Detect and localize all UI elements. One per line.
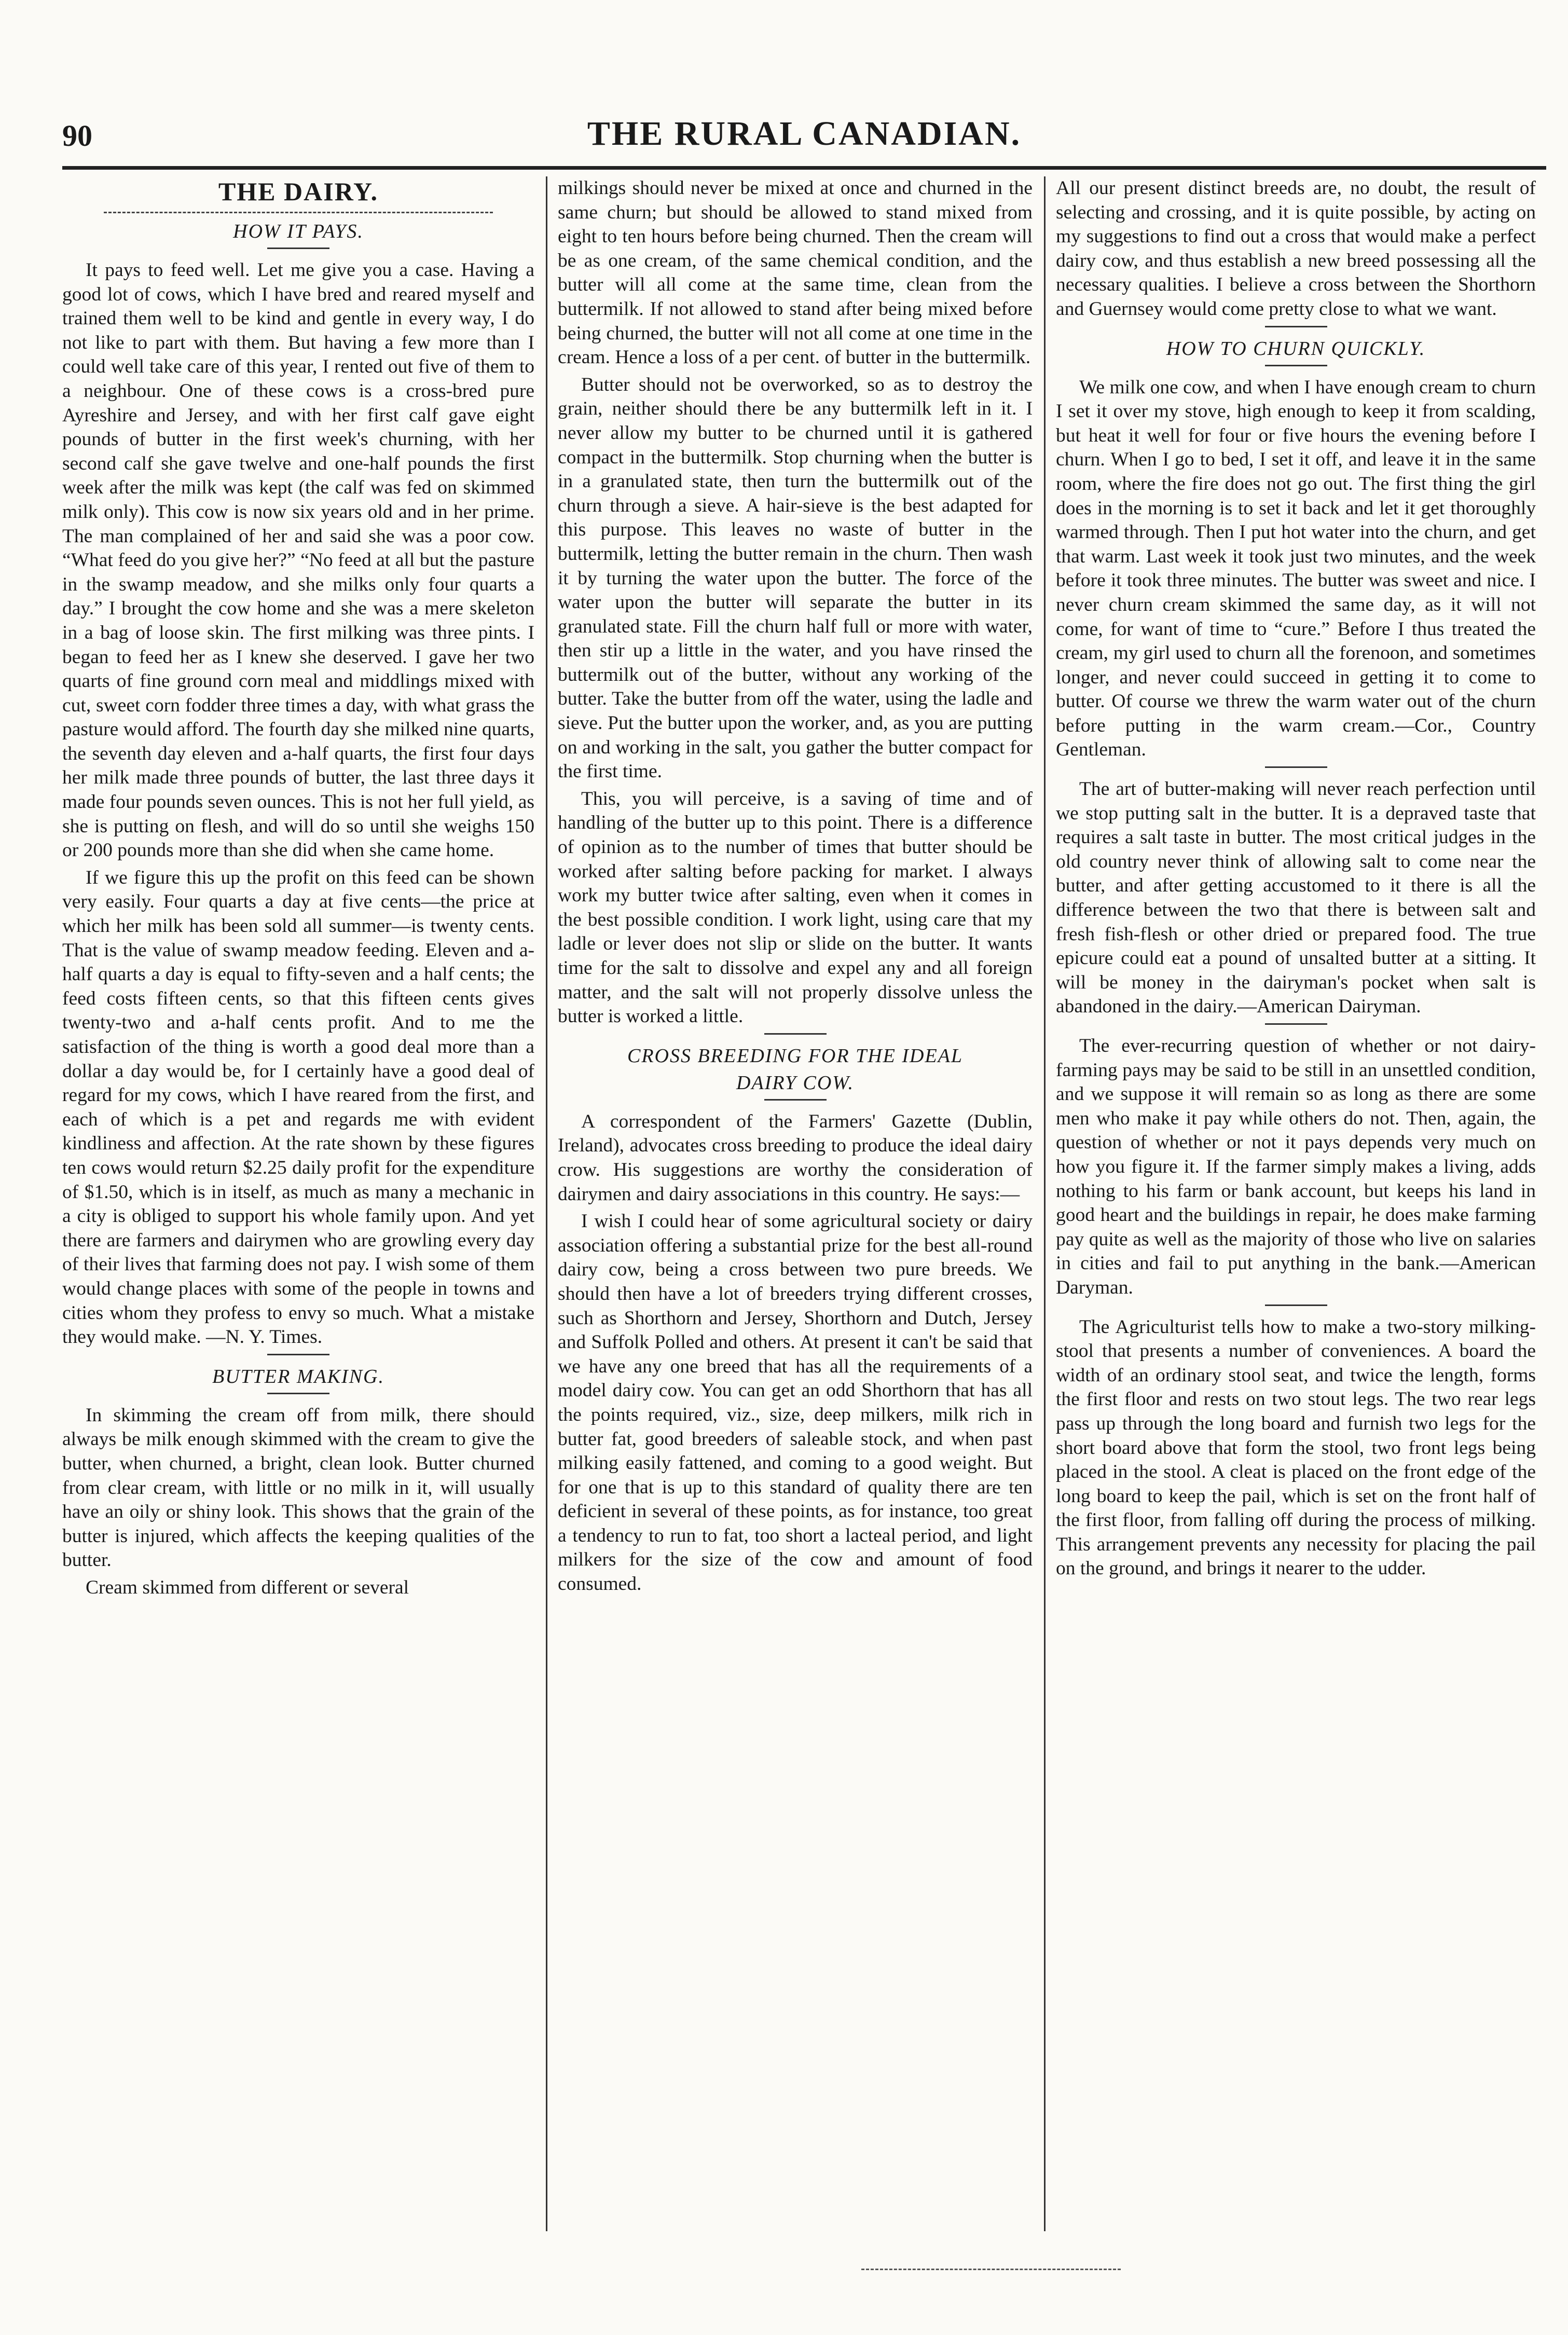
column-divider (1044, 176, 1046, 2231)
divider (104, 212, 493, 213)
divider (1265, 365, 1327, 366)
article-title-line-2: DAIRY COW. (736, 1072, 854, 1094)
divider (764, 1033, 827, 1035)
paragraph: The Agriculturist tells how to make a two-story milking-stool that presents a number of conveniences. A board the width of an ordinary stool seat, and twice the length, forms the first floor and rests on two stout legs. The two rear legs pass up through the long board and furnish two legs for the short board above that form the stool, two front legs being placed in the stool. A cleat is placed on the front edge of the long board to keep the pail, which is set on the front half of the first floor, from falling off during the process of milking. This arrangement prevents any necessity for placing the pail on the ground, and brings it nearer to the udder. (1056, 1316, 1536, 1579)
footer-divider (861, 2269, 1121, 2270)
publication-title: THE RURAL CANADIAN. (587, 115, 1022, 153)
column-divider (546, 176, 547, 2231)
paragraph: It pays to feed well. Let me give you a case. Having a good lot of cows, which I have bred and reared myself and trained them well to be kind and gentle in every way, I do not like to part with them. But having a few more than I could well take care of this year, I rented out five of them to a neighbour. One of these cows is a cross-bred pure Ayreshire and Jersey, and with her first calf gave eight pounds of butter in the first week's churning, with her second calf she gave twelve and one-half pounds the first week after the milk was kept (the calf was fed on skimmed milk only). This cow is now six years old and in her prime. The man complained of her and said she was a poor cow. “What feed do you give her?” “No feed at all but the pasture in the swamp meadow, and she milks only four quarts a day.” I brought the cow home and she was a mere skeleton in a bag of loose skin. The first milking was three pints. I began to feed her as I knew she deserved. I gave her two quarts of fine ground corn meal and middlings mixed with cut, sweet corn fodder three times a day, with what grass the pasture would afford. The fourth day she milked nine quarts, the seventh day eleven and a-half quarts, the first four days her milk made three pounds of butter, the last three days it made four pounds seven ounces. This is not her full yield, as she is putting on flesh, and will do so until she weighs 150 or 200 pounds more than she did when she came home. (62, 259, 534, 861)
divider (1265, 326, 1327, 327)
divider (764, 1099, 827, 1101)
article-title: CROSS BREEDING FOR THE IDEAL (627, 1045, 964, 1067)
page-number: 90 (62, 119, 92, 153)
column-3 (1056, 176, 1536, 2231)
paragraph: This, you will perceive, is a saving of time and of handling of the butter up to this point. There is a difference of opinion as to the number of times that butter should be worked after salting before packing for market. I always work my butter twice after salting, even when it comes in the best possible condition. I work light, using care that my ladle or lever does not slip or slide on the butter. It wants time for the salt to dissolve and expel any and all foreign matter, and the salt will not properly dissolve unless the butter is worked a little. (558, 788, 1033, 1027)
paragraph: milkings should never be mixed at once and churned in the same churn; but should be allowed to stand mixed from eight to ten hours before being churned. Then the cream will be as one cream, of the same chemical condition, and the butter will all come at the same time, clean from the buttermilk. If not allowed to stand after being mixed before being churned, the butter will not all come at one time in the cream. Hence a loss of a per cent. of butter in the buttermilk. (558, 177, 1033, 368)
paragraph: Butter should not be overworked, so as to destroy the grain, neither should there be any buttermilk left in it. I never allow my butter to be churned until it is gathered compact in the buttermilk. Stop churning when the butter is in a granulated state, then turn the buttermilk out of the churn through a sieve. A hair-sieve is the best adapted for this purpose. This leaves no waste of butter in the buttermilk, letting the butter remain in the churn. Then wash it by turning the water upon the butter. The force of the water upon the butter will separate the butter in its granulated state. Fill the churn half full or more with water, then stir up a little in the water, and you have rinsed the buttermilk out of the butter, without any working of the butter. Take the butter from off the water, using the ladle and sieve. Put the butter upon the worker, and, as you are putting on and working in the salt, you gather the butter compact for the first time. (558, 374, 1033, 782)
paragraph: We milk one cow, and when I have enough cream to churn I set it over my stove, high enough to keep it from scalding, but heat it well for four or five hours the evening before I churn. When I go to bed, I set it off, and leave it in the same room, where the fire does not go out. The first thing the girl does in the morning is to set it back and let it get thoroughly warmed through. Then I put hot water into the churn, and get that warm. Last week it took just two minutes, and the week before it took three minutes. The butter was sweet and nice. I never churn cream skimmed the same day, as it will not come, for want of time to “cure.” Before I thus treated the cream, my girl used to churn all the forenoon, and sometimes longer, and never could succeed in getting it to come to butter. Of course we threw the warm water out of the churn before putting in the warm cream.—Cor., Country Gentleman. (1056, 376, 1536, 761)
paragraph: All our present distinct breeds are, no doubt, the result of selecting and crossing, and it is quite possible, by acting on my suggestions to find out a cross that would make a perfect dairy cow, and thus establish a new breed possessing all the necessary qualities. I believe a cross between the Shorthorn and Guernsey would come pretty close to what we want. (1056, 177, 1536, 320)
paragraph: In skimming the cream off from milk, there should always be milk enough skimmed with the cream to give the butter, when churned, a bright, clean look. Butter churned from clear cream, with little or no milk in it, will usually have an oily or shiny look. This shows that the grain of the butter is injured, which affects the keeping qualities of the butter. (62, 1404, 534, 1571)
article-columns (62, 176, 1551, 2231)
paragraph: The ever-recurring question of whether or not dairy-farming pays may be said to be still in an unsettled condition, and we suppose it will remain so as long as there are some men who make it pay while others do not. Then, again, the question of whether or not it pays depends very much on how you figure it. If the farmer simply makes a living, adds nothing to his farm or bank account, but keeps his land in good heart and the buildings in repair, he does make farming pay quite as well as the majority of those who live on salaries in cities and fail to put anything in the bank.—American Daryman. (1056, 1035, 1536, 1298)
article-title: HOW IT PAYS. (233, 221, 364, 242)
paragraph: Cream skimmed from different or several (86, 1576, 409, 1598)
divider (1265, 1023, 1327, 1025)
divider (267, 1393, 329, 1394)
article-title: BUTTER MAKING. (212, 1365, 384, 1388)
article-title: HOW TO CHURN QUICKLY. (1166, 337, 1426, 360)
column-1 (62, 176, 534, 2231)
divider (1265, 766, 1327, 768)
divider (267, 248, 329, 249)
divider (1265, 1304, 1327, 1306)
paragraph: A correspondent of the Farmers' Gazette (Dublin, Ireland), advocates cross breeding to produce the ideal dairy crow. His suggestions are worthy the consideration of dairymen and dairy associations in this country. He says:— (558, 1110, 1033, 1205)
paragraph: The art of butter-making will never reach perfection until we stop putting salt in the butter. It is a depraved taste that requires a salt taste in butter. The most critical judges in the old country never think of allowing salt to come near the butter, and after getting accustomed to it there is all the difference between the two that there is between salt and fresh fish-flesh or other dried or prepared food. The true epicure could eat a pound of unsalted butter at a sitting. It will be money in the dairyman's pocket when salt is abandoned in the dairy.—American Dairyman. (1056, 778, 1536, 1018)
department-heading: THE DAIRY. (218, 177, 379, 206)
page-header (62, 109, 1546, 170)
divider (267, 1354, 329, 1355)
paragraph: I wish I could hear of some agricultural society or dairy association offering a substantial prize for the best all-round dairy cow, being a cross between two pure breeds. We should then have a lot of breeders trying different crosses, such as Shorthorn and Jersey, Shorthorn and Dutch, Jersey and Suffolk Polled and others. At present it can't be said that we have any one breed that has all the requirements of a model dairy cow. You can get an odd Shorthorn that has all the points required, viz., size, deep milkers, milk rich in butter fat, good breeders of saleable stock, and when past milking easily fattened, and coming to a good weight. But for one that is up to this standard of quality there are ten deficient in several of these points, as for instance, too great a tendency to run to fat, too short a lacteal period, and light milkers for the size of the cow and amount of food consumed. (558, 1211, 1033, 1595)
paragraph: If we figure this up the profit on this feed can be shown very easily. Four quarts a day at five cents—the price at which her milk has been sold all summer—is twenty cents. That is the value of swamp meadow feeding. Eleven and a-half quarts a day is equal to fifty-seven and a half cents; the feed costs fifteen cents, so that this fifteen cents gives twenty-two and a-half cents profit. And to me the satisfaction of the thing is worth a good deal more than a dollar a day would be, for I certainly have a good deal of regard for my cows, which I have reared from the first, and each of which is a pet and regards me with evident kindliness and affection. At the rate shown by these figures ten cows would return $2.25 daily profit for the expenditure of $1.50, which is in itself, as much as many a mechanic in a city is obliged to support his whole family upon. And yet there are farmers and dairymen who are growling every day of their lives that farming does not pay. I wish some of them would change places with some of the people in towns and cities whom they profess to envy so much. What a mistake they would make. —N. Y. Times. (62, 867, 534, 1348)
column-2 (558, 176, 1033, 2231)
